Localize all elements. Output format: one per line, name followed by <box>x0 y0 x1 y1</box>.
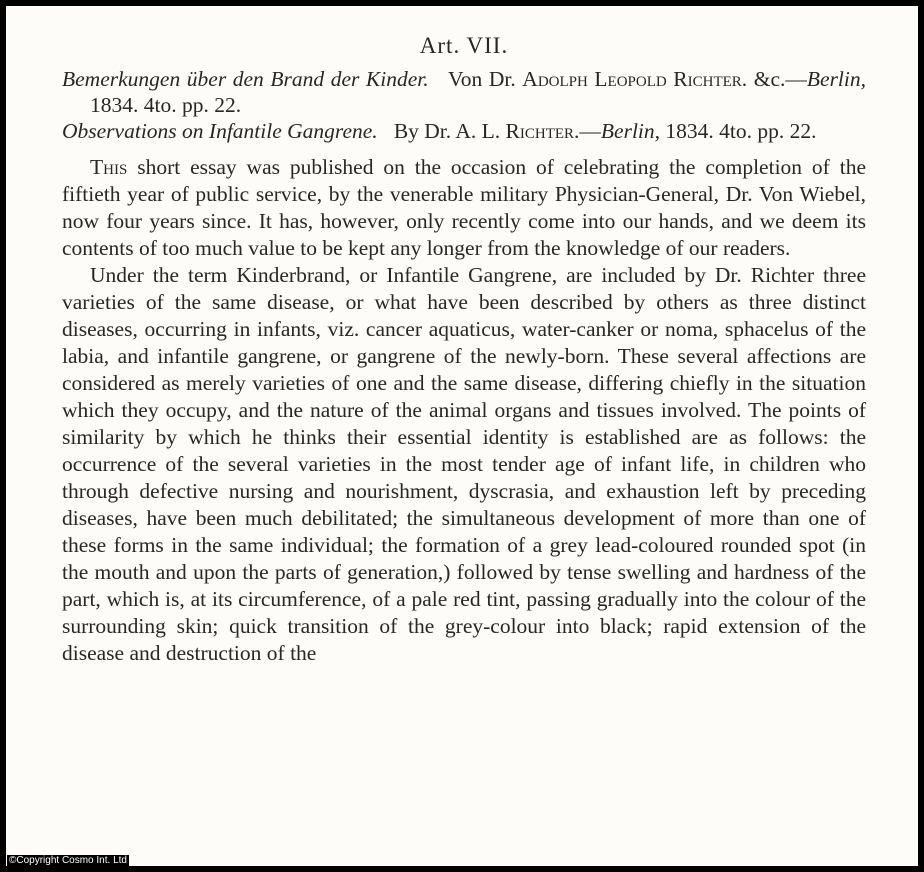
reference-author: Adolph Leopold Richter. <box>522 67 748 91</box>
reference-place: Berlin, <box>806 67 867 91</box>
reference-details: 1834. 4to. pp. 22. <box>90 93 242 117</box>
reference-by: By Dr. A. L. <box>393 119 501 143</box>
reference-title: Bemerkungen über den Brand der Kinder. <box>62 67 429 91</box>
reference-german <box>62 66 866 118</box>
article-content <box>62 32 866 667</box>
reference-place: Berlin, <box>600 119 661 143</box>
reference-rest: — <box>579 119 601 143</box>
paragraph-1 <box>62 154 866 262</box>
reference-rest: &c.— <box>753 67 807 91</box>
scanned-page <box>6 6 918 866</box>
reference-title: Observations on Infantile Gangrene. <box>62 119 378 143</box>
reference-author: Richter. <box>505 119 580 143</box>
reference-english <box>62 118 866 144</box>
reference-details: 1834. 4to. pp. 22. <box>665 119 817 143</box>
paragraph-text: short essay was published on the occasion of celebrating the completion of the fiftieth year of public service, by the venerable military Physician-General, Dr. Von Wiebel, now four years since. It has, however, only recently come into our hands, and we deem its contents of too much value to be kept any longer from the knowledge of our readers. <box>62 155 866 260</box>
paragraph-lead: This <box>90 155 128 179</box>
article-heading: Art. VII. <box>419 33 509 58</box>
copyright-watermark: ©Copyright Cosmo Int. Ltd <box>9 855 127 866</box>
paragraph-text: Under the term Kinderbrand, or Infantile Gangrene, are included by Dr. Richter three varieties of the same disease, or what have been described by others as three distinct diseases, occurring in infants, viz. cancer aquaticus, water-canker or noma, sphacelus of the labia, and infantile gangrene, or gangrene of the newly-born. These several affections are considered as merely varieties of one and the same disease, differing chiefly in the situation which they occupy, and the nature of the animal organs and tissues involved. The points of similarity by which he thinks their essential identity is established are as follows: the occurrence of the several varieties in the most tender age of infant life, in children who through defective nursing and nourishment, dyscrasia, and exhaustion left by preceding diseases, have been much debilitated; the simultaneous development of more than one of these forms in the same individual; the formation of a grey lead-coloured rounded spot (in the mouth and upon the parts of generation,) followed by tense swelling and hardness of the part, which is, at its circumference, of a pale red tint, passing gradually into the colour of the surrounding skin; quick transition of the grey-colour into black; rapid extension of the disease and destruction of the <box>62 263 866 665</box>
reference-by: Von Dr. <box>448 67 516 91</box>
paragraph-2 <box>62 262 866 667</box>
